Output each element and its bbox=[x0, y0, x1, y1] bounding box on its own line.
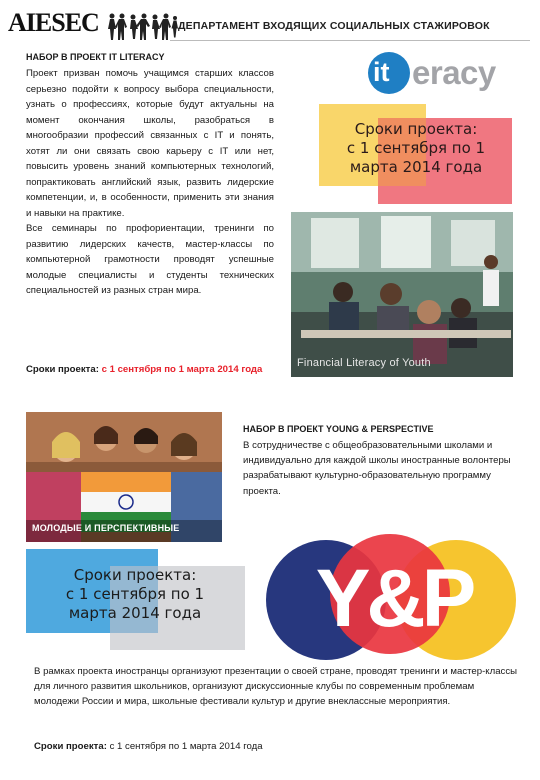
classroom-photo bbox=[291, 212, 513, 377]
classroom-photo-caption: Financial Literacy of Youth bbox=[297, 357, 431, 369]
young-description: В сотрудничестве с общеобразовательными школами и индивидуально для каждой школы иностранные волонтеры разрабатывают культурно-образовательную программу проекта. bbox=[243, 440, 511, 497]
young-dates bbox=[34, 741, 263, 752]
aiesec-logo bbox=[8, 8, 158, 38]
yp-logo-text: Y&P bbox=[315, 553, 473, 644]
aiesec-logo-text: AIESEC bbox=[8, 8, 99, 37]
literacy-dates-value: с 1 сентября по 1 марта 2014 года bbox=[101, 364, 263, 375]
young-date-box bbox=[26, 566, 244, 623]
students-photo bbox=[26, 412, 222, 542]
literacy-paragraph-2: Все семинары по профориентации, тренинги по развитию лидерских качеств, мастер-классы по компьютерной грамотности проводят успешные молодые специалисты и студенты технических специальностей из разных стран мира. bbox=[26, 223, 274, 296]
literacy-date-box-line3: марта 2014 года bbox=[349, 158, 483, 176]
yp-logo bbox=[266, 534, 522, 664]
literacy-logo-text: eracy bbox=[412, 54, 496, 91]
young-dates-value: с 1 сентября по 1 марта 2014 года bbox=[109, 741, 263, 752]
classroom-photo-image bbox=[291, 212, 513, 377]
people-silhouettes-icon bbox=[106, 12, 178, 42]
young-activities: В рамках проекта иностранцы организуют презентации о своей стране, проводят тренинги и мастер-классы для личного развития школьников, организуют дискуссионные клубы по современным проблемам молодежи России и мира, школьные фестивали культур и другие внеклассные мероприятия. bbox=[34, 666, 518, 708]
students-photo-caption: МОЛОДЫЕ И ПЕРСПЕКТИВНЫЕ bbox=[32, 523, 180, 533]
young-date-box-line2: с 1 сентября по 1 bbox=[65, 585, 205, 603]
page-title: ДЕПАРТАМЕНТ ВХОДЯЩИХ СОЦИАЛЬНЫХ СТАЖИРОВОК bbox=[178, 20, 490, 32]
literacy-heading: НАБОР В ПРОЕКТ IT LITERACY bbox=[26, 52, 165, 62]
literacy-date-box bbox=[318, 120, 514, 177]
young-dates-label: Сроки проекта: bbox=[34, 741, 107, 752]
literacy-dates-label: Сроки проекта: bbox=[26, 364, 99, 375]
header-divider bbox=[170, 40, 530, 41]
literacy-description bbox=[26, 66, 274, 299]
literacy-logo-it: it bbox=[373, 57, 390, 87]
young-heading: НАБОР В ПРОЕКТ YOUNG & PERSPECTIVE bbox=[243, 424, 434, 434]
young-date-box-line1: Сроки проекта: bbox=[73, 566, 197, 584]
literacy-date-box-line1: Сроки проекта: bbox=[354, 120, 478, 138]
literacy-dates bbox=[26, 362, 276, 377]
literacy-paragraph-1: Проект призван помочь учащимся старших классов серьезно подойти к вопросу выбора специальности, узнать о профессиях, которые будут актуальны на момент окончания школы, разобраться в многообразии профессий связанных с IT и понять, хотят ли они связать свою карьеру с IT или нет, повысить уровень знаний компьютерных технологий, попрактиковать английский язык, развить лидерские компетенции, и, в особенности, применить эти знания и навыки на практике. bbox=[26, 68, 274, 219]
literacy-date-box-line2: с 1 сентября по 1 bbox=[346, 139, 486, 157]
young-date-box-line3: марта 2014 года bbox=[68, 604, 202, 622]
page-header bbox=[0, 0, 540, 46]
